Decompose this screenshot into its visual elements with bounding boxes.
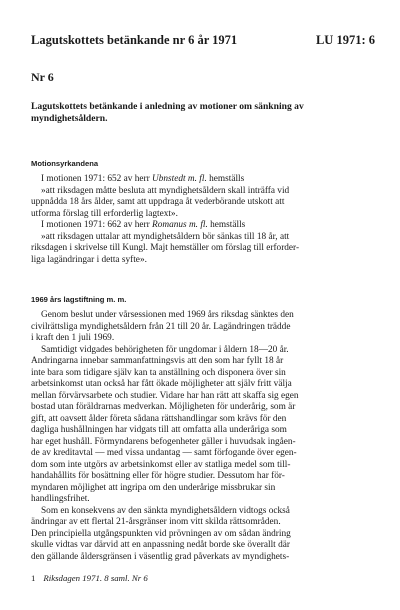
- text-line: uppnådda 18 års ålder, samt att uppdraga åt vederbörande utskott att: [31, 197, 285, 207]
- report-number: Nr 6: [31, 70, 54, 84]
- text-line: Samtidigt vidgades behörigheten för ungdomar i åldern 18—20 år.: [41, 344, 289, 355]
- text-line: i kraft den 1 juli 1969.: [31, 333, 115, 343]
- text-line: den gällande åldersgränsen i väsentlig grad påverkats av myndighets-: [31, 551, 290, 562]
- text-line: mellan förvärvsarbete och studier. Vidare har han rätt att skaffa sig egen: [31, 390, 299, 401]
- section-heading: Motionsyrkandena: [31, 159, 99, 168]
- motion-1-intro: I motionen 1971: 652 av herr Ubnstedt m. fl. hemställs: [41, 174, 245, 184]
- running-header: [31, 33, 375, 49]
- text-line: »att riksdagen uttalar att myndighetsåldern bör sänkas till 18 år, att: [41, 231, 290, 242]
- report-title-line: myndighetsåldern.: [31, 113, 108, 124]
- header-code: LU 1971: 6: [315, 33, 375, 47]
- text-line: har eget hushåll. Förmyndarens befogenheter gäller i huvudsak ingåen-: [31, 436, 296, 447]
- page-number: 1: [31, 573, 36, 583]
- text-line: utforma förslag till erforderlig lagtext».: [31, 208, 178, 219]
- text-line: civilrättsliga myndighetsåldern från 21 till 20 år. Lagändringen trädde: [31, 321, 291, 332]
- section-body: [31, 310, 381, 563]
- text-line: dagliga hushållningen har vidgats till att omfatta alla underåriga som: [31, 425, 287, 435]
- section-body: [31, 174, 381, 266]
- section-heading: 1969 års lagstiftning m. m.: [31, 295, 127, 304]
- page-footer: [31, 573, 148, 583]
- header-title: Lagutskottets betänkande nr 6 år 1971: [31, 33, 238, 47]
- text-line: dom som inte utgörs av arbetsinkomst eller av statliga medel som till-: [31, 459, 291, 470]
- motion-2-intro: I motionen 1971: 662 av herr Romanus m. fl. hemställs: [41, 220, 246, 230]
- text-line: arbetsinkomst utan också har fått ökade möjligheter att själv fritt välja: [31, 379, 292, 389]
- text-line: Som en konsekvens av den sänkta myndighetsåldern vidtogs också: [41, 505, 290, 516]
- text-line: ändringar av ett flertal 21-årsgränser inom vitt skilda rättsområden.: [31, 517, 281, 527]
- text-line: skulle vidtas var därvid att en anpassning nedåt borde ske överallt där: [31, 540, 290, 550]
- text-line: inte bara som tidigare själv kan ta anställning och disponera över sin: [31, 367, 286, 378]
- text-line: »att riksdagen måtte besluta att myndighetsåldern skall inträffa vid: [41, 185, 290, 196]
- text-line: liga lagändringar i detta syfte».: [31, 254, 147, 265]
- footer-source: Riksdagen 1971. 8 saml. Nr 6: [43, 573, 148, 583]
- text-line: handahållits för bosättning eller för högre studier. Dessutom har för-: [31, 471, 285, 481]
- report-title-line: Lagutskottets betänkande i anledning av motioner om sänkning av: [31, 101, 304, 112]
- text-line: Ändringarna innebar sammanfattningsvis att den som har fyllt 18 år: [31, 356, 284, 366]
- section-legislation: [31, 295, 381, 563]
- text-line: gift, att oavsett ålder företa sådana rättshandlingar som krävs för den: [31, 413, 287, 424]
- section-motions: [31, 159, 381, 266]
- text-line: de av kreditavtal — med vissa undantag — samt förfogande över egen-: [31, 448, 297, 458]
- text-line: Genom beslut under vårsessionen med 1969 års riksdag sänktes den: [41, 310, 294, 320]
- text-line: handlingsfrihet.: [31, 494, 90, 504]
- text-line: Den principiella utgångspunkten vid prövningen av om sådan ändring: [31, 528, 291, 539]
- text-line: myndaren möjlighet att ingripa om den underårige missbrukar sin: [31, 482, 276, 493]
- text-line: riksdagen i skrivelse till Kungl. Majt hemställer om förslag till erforder-: [31, 243, 300, 253]
- text-line: bostad utan föräldrarnas medverkan. Möjligheten för underårig, som är: [31, 402, 296, 412]
- report-title: [31, 101, 351, 125]
